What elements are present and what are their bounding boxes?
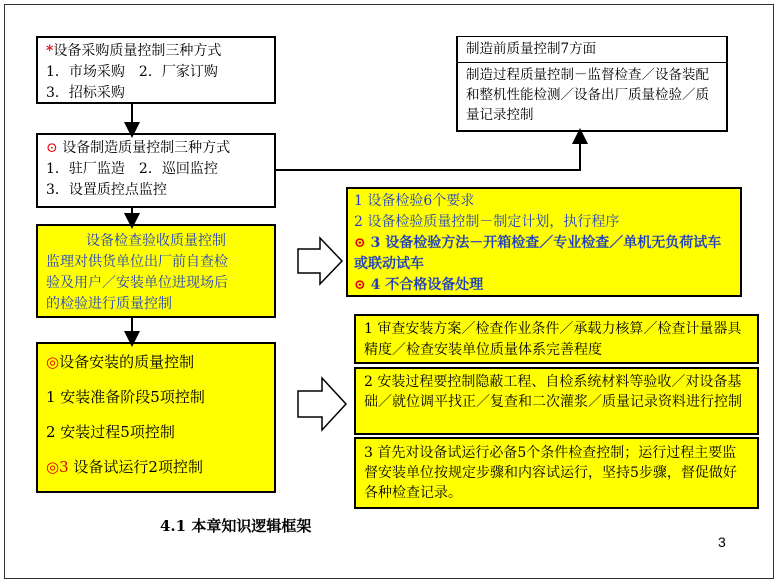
inspection-detail-box — [346, 187, 742, 297]
inspection-detail-line: 2 设备检验质量控制－制定计划，执行程序 — [354, 214, 620, 230]
manufacturing-line: 3．设置质控点监控 — [46, 182, 167, 198]
inspection-line: 的检验进行质量控制 — [46, 296, 172, 312]
inspection-box — [36, 224, 276, 318]
procurement-line: 1．市场采购 2．厂家订购 — [46, 64, 218, 80]
installation-box — [36, 342, 276, 493]
manufacturing-box — [36, 133, 276, 208]
inspection-detail-line: 1 设备检验6个要求 — [354, 193, 475, 209]
trial-run-box — [354, 437, 759, 509]
install-process-box — [354, 367, 759, 435]
circle-dot-icon: ⊙ — [354, 277, 366, 293]
procurement-title: 设备采购质量控制三种方式 — [53, 43, 222, 59]
circle-dot-icon: ⊙ — [46, 140, 58, 156]
install-process-text: 2 安装过程要控制隐蔽工程、自检系统材料等验收／对设备基础／就位调平找正／复查和二次灌浆／质量记录资料进行控制 — [364, 374, 742, 410]
pre-manufacture-body: 制造过程质量控制－监督检查／设备装配和整机性能检测／设备出厂质量检验／质量记录控制 — [466, 67, 709, 123]
pre-manufacture-title: 制造前质量控制7方面 — [466, 41, 597, 57]
installation-item: 1 安装准备阶段5项控制 — [46, 388, 205, 406]
inspection-line: 验及用户／安装单位进现场后 — [46, 275, 228, 291]
manufacturing-line: 1．驻厂监造 2．巡回监控 — [46, 161, 218, 177]
inspection-title: 设备检查验收质量控制 — [86, 233, 226, 249]
trial-run-text: 3 首先对设备试运行必备5个条件检查控制；运行过程主要监督安装单位按规定步骤和内容试运行，坚持5步骤，督促做好各种检查记录。 — [364, 445, 737, 501]
caption: 4.1 本章知识逻辑框架 — [160, 517, 312, 535]
install-prep-text: 1 审查安装方案／检查作业条件／承载力核算／检查计量器具精度／检查安装单位质量体系完善程度 — [364, 321, 742, 358]
pre-manufacture-box — [456, 36, 728, 132]
procurement-box — [36, 36, 276, 104]
asterisk-icon: * — [46, 43, 54, 59]
double-circle-icon: ◎ — [46, 353, 60, 371]
installation-item: 设备试运行2项控制 — [73, 458, 203, 476]
install-prep-box — [354, 314, 759, 364]
manufacturing-title: 设备制造质量控制三种方式 — [62, 140, 231, 156]
inspection-detail-line: 4 不合格设备处理 — [370, 277, 484, 293]
inspection-detail-line: 3 设备检验方法－开箱检查／专业检查／单机无负荷试车或联动试车 — [354, 235, 722, 272]
double-circle-icon: ◎3 — [46, 458, 69, 476]
procurement-line: 3．招标采购 — [46, 85, 125, 101]
installation-title: 设备安装的质量控制 — [59, 353, 195, 371]
installation-item: 2 安装过程5项控制 — [46, 423, 175, 441]
inspection-line: 监理对供货单位出厂前自查检 — [46, 254, 228, 270]
circle-dot-icon: ⊙ — [354, 235, 366, 251]
page-number: 3 — [718, 534, 726, 550]
